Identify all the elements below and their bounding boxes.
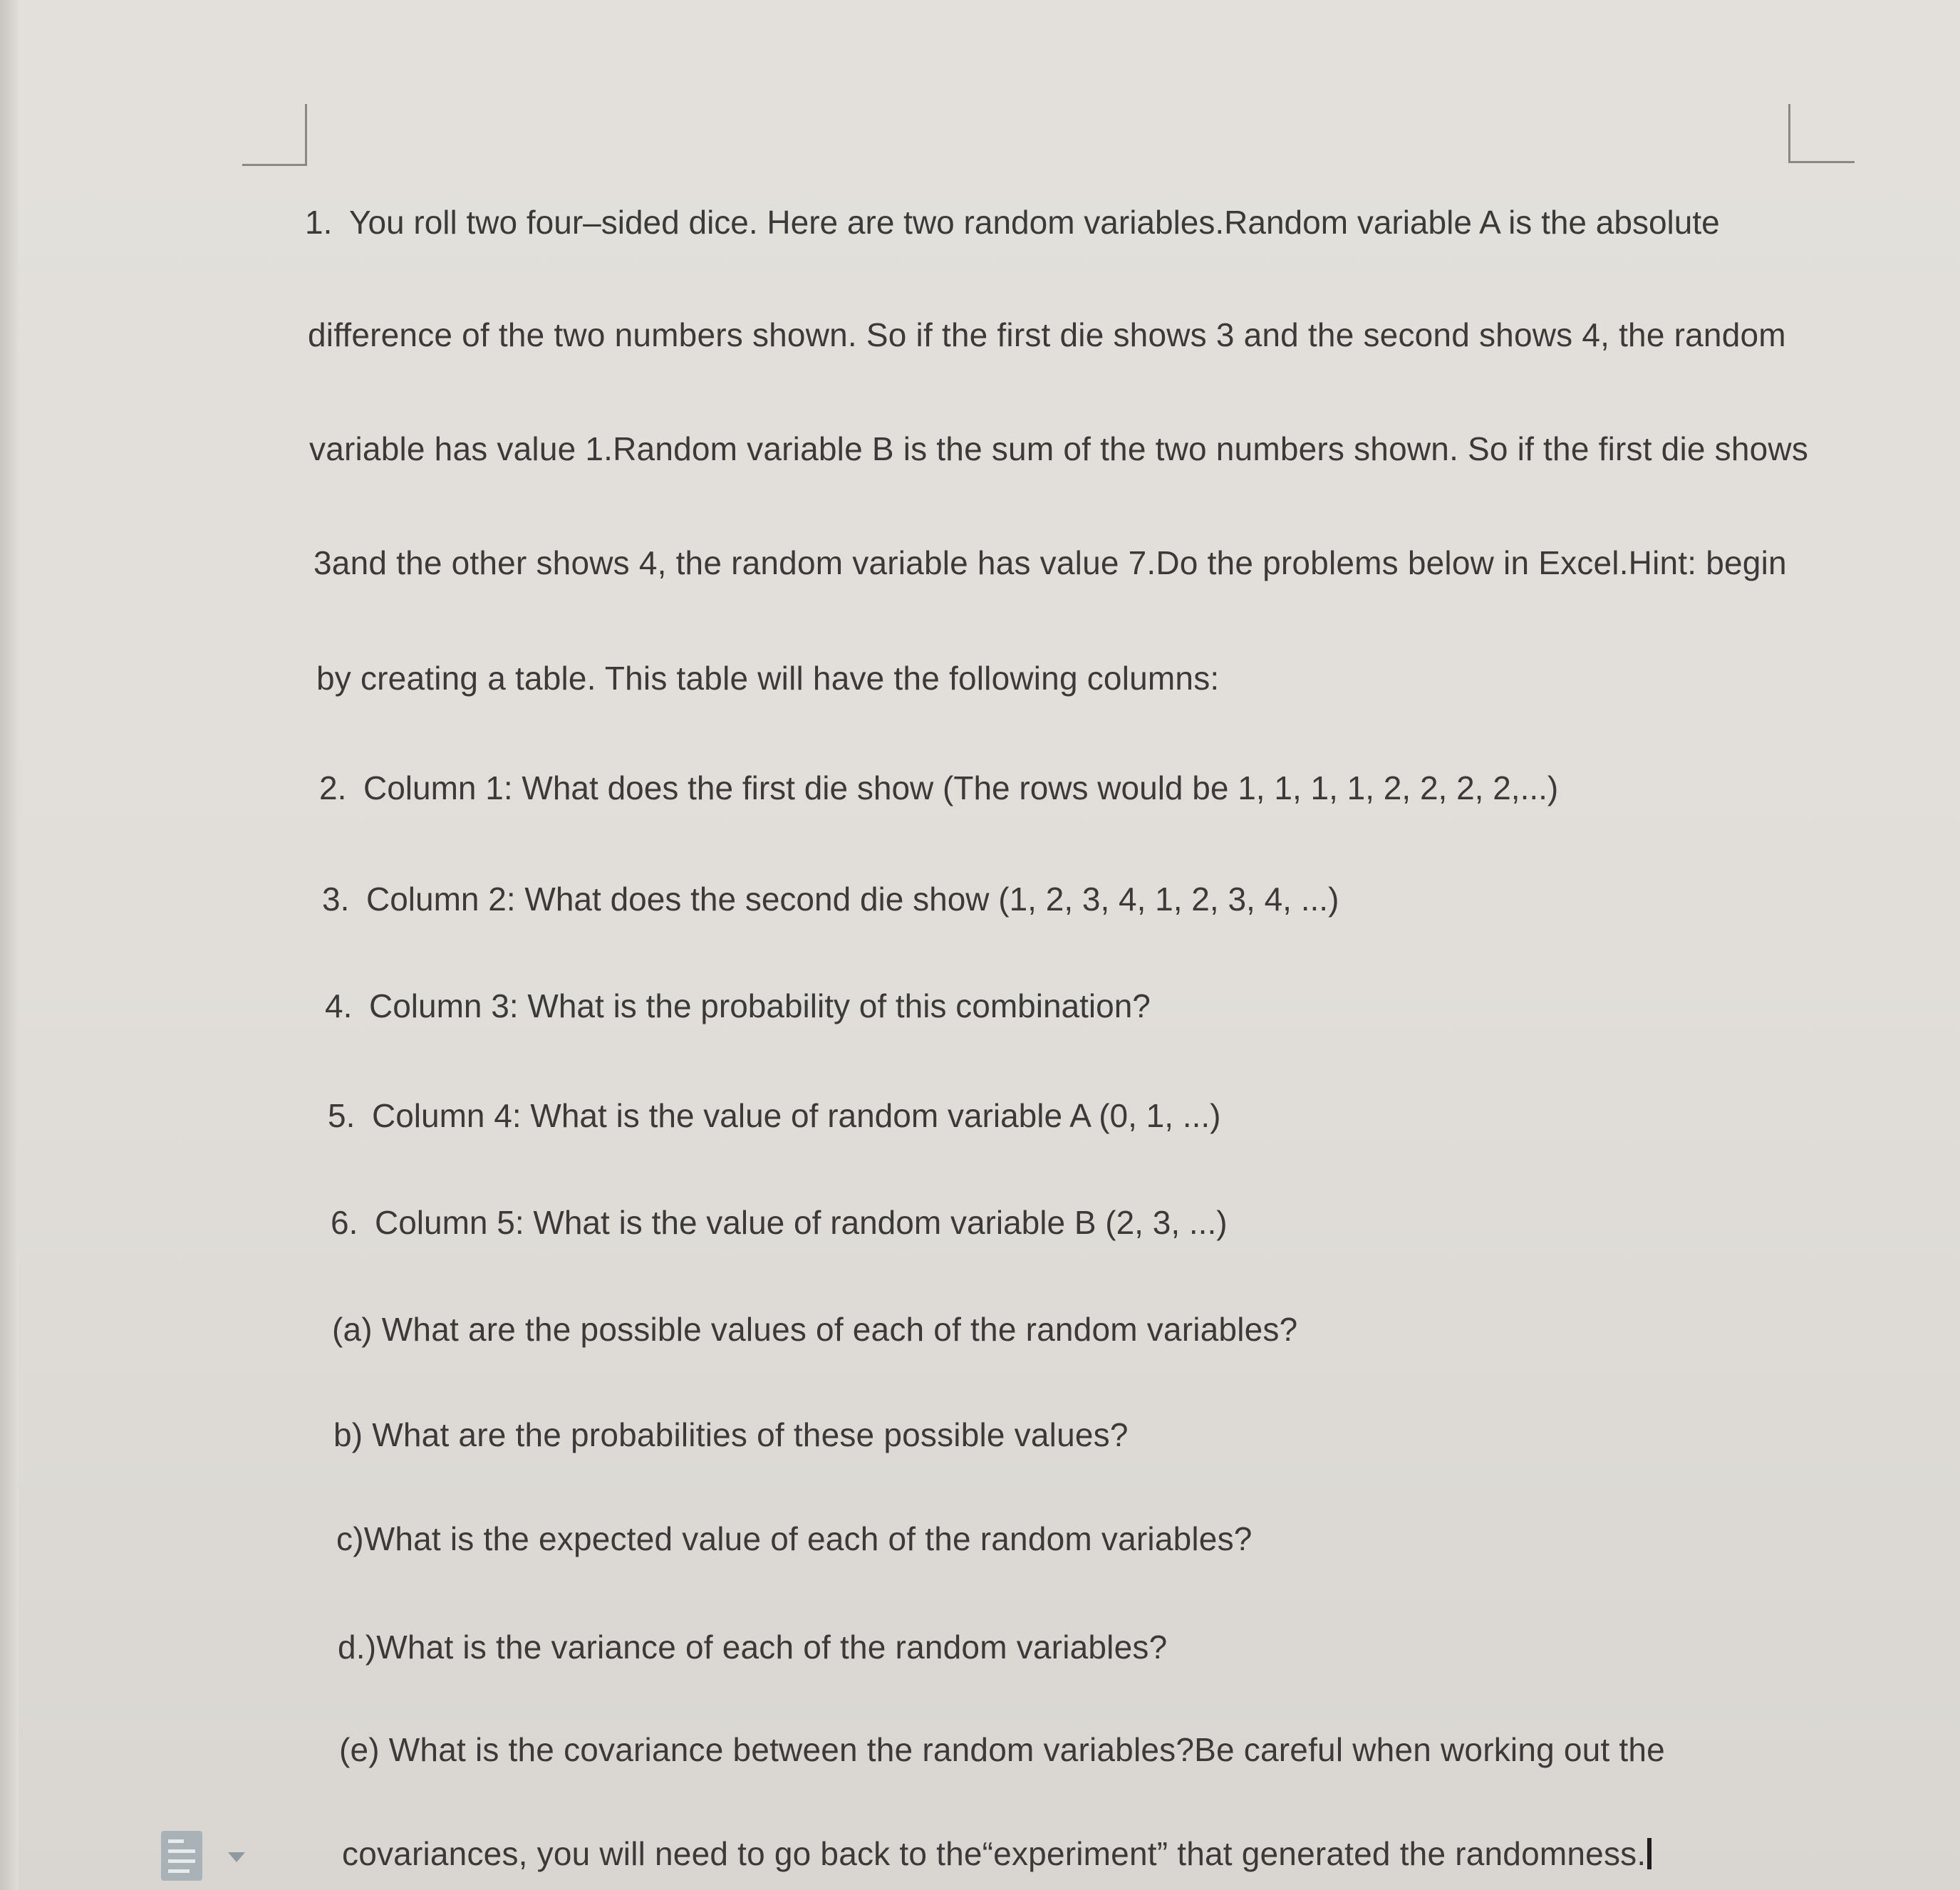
list-item-text: Column 5: What is the value of random variable B (2, 3, ...)	[375, 1204, 1228, 1241]
question-a[interactable]: (a) What are the possible values of each of the random variables?	[332, 1311, 1298, 1348]
document-icon[interactable]	[161, 1831, 202, 1881]
list-number: 5.	[328, 1097, 356, 1134]
paragraph-1-line-5[interactable]: by creating a table. This table will have the following columns:	[316, 660, 1220, 697]
list-item-column-5[interactable]	[331, 1201, 1228, 1244]
chevron-down-icon[interactable]	[228, 1852, 245, 1862]
question-e-line-1[interactable]: (e) What is the covariance between the random variables?Be careful when working out the	[339, 1731, 1665, 1768]
text-cursor	[1647, 1838, 1652, 1869]
list-item-text: Column 2: What does the second die show (1, 2, 3, 4, 1, 2, 3, 4, ...)	[366, 881, 1339, 918]
crop-mark-top-right	[1788, 104, 1855, 163]
question-b[interactable]: b) What are the probabilities of these possible values?	[333, 1416, 1129, 1453]
list-item-text: Column 4: What is the value of random variable A (0, 1, ...)	[372, 1097, 1221, 1134]
list-item-column-2[interactable]	[322, 878, 1339, 920]
question-c[interactable]: c)What is the expected value of each of the random variables?	[336, 1520, 1253, 1557]
list-number: 3.	[322, 881, 350, 918]
list-number: 2.	[319, 769, 347, 806]
paragraph-1-line-3[interactable]: variable has value 1.Random variable B is the sum of the two numbers shown. So if the first die shows	[309, 430, 1809, 467]
list-item-text: Column 3: What is the probability of this combination?	[369, 987, 1151, 1024]
list-item-column-1[interactable]	[319, 767, 1558, 809]
list-number: 6.	[331, 1204, 358, 1241]
list-number: 4.	[325, 987, 353, 1024]
paragraph-1-line-2[interactable]: difference of the two numbers shown. So if the first die shows 3 and the second shows 4, the random	[308, 316, 1786, 353]
list-number: 1.	[305, 204, 333, 241]
crop-mark-top-left	[242, 104, 307, 166]
question-e-text: covariances, you will need to go back to the“experiment” that generated the randomness.	[342, 1835, 1647, 1872]
paragraph-1-line-1[interactable]	[305, 201, 1720, 244]
question-d[interactable]: d.)What is the variance of each of the random variables?	[338, 1629, 1168, 1666]
question-e-line-2[interactable]	[342, 1832, 1652, 1875]
paragraph-text: You roll two four–sided dice. Here are two random variables.Random variable A is the absolute	[349, 204, 1720, 241]
list-item-column-3[interactable]	[325, 985, 1151, 1027]
page-edge-shadow	[0, 0, 19, 1890]
list-item-column-4[interactable]	[328, 1094, 1220, 1137]
paragraph-1-line-4[interactable]: 3and the other shows 4, the random variable has value 7.Do the problems below in Excel.Hint: begin	[313, 544, 1787, 581]
list-item-text: Column 1: What does the first die show (The rows would be 1, 1, 1, 1, 2, 2, 2, 2,...)	[363, 769, 1559, 806]
